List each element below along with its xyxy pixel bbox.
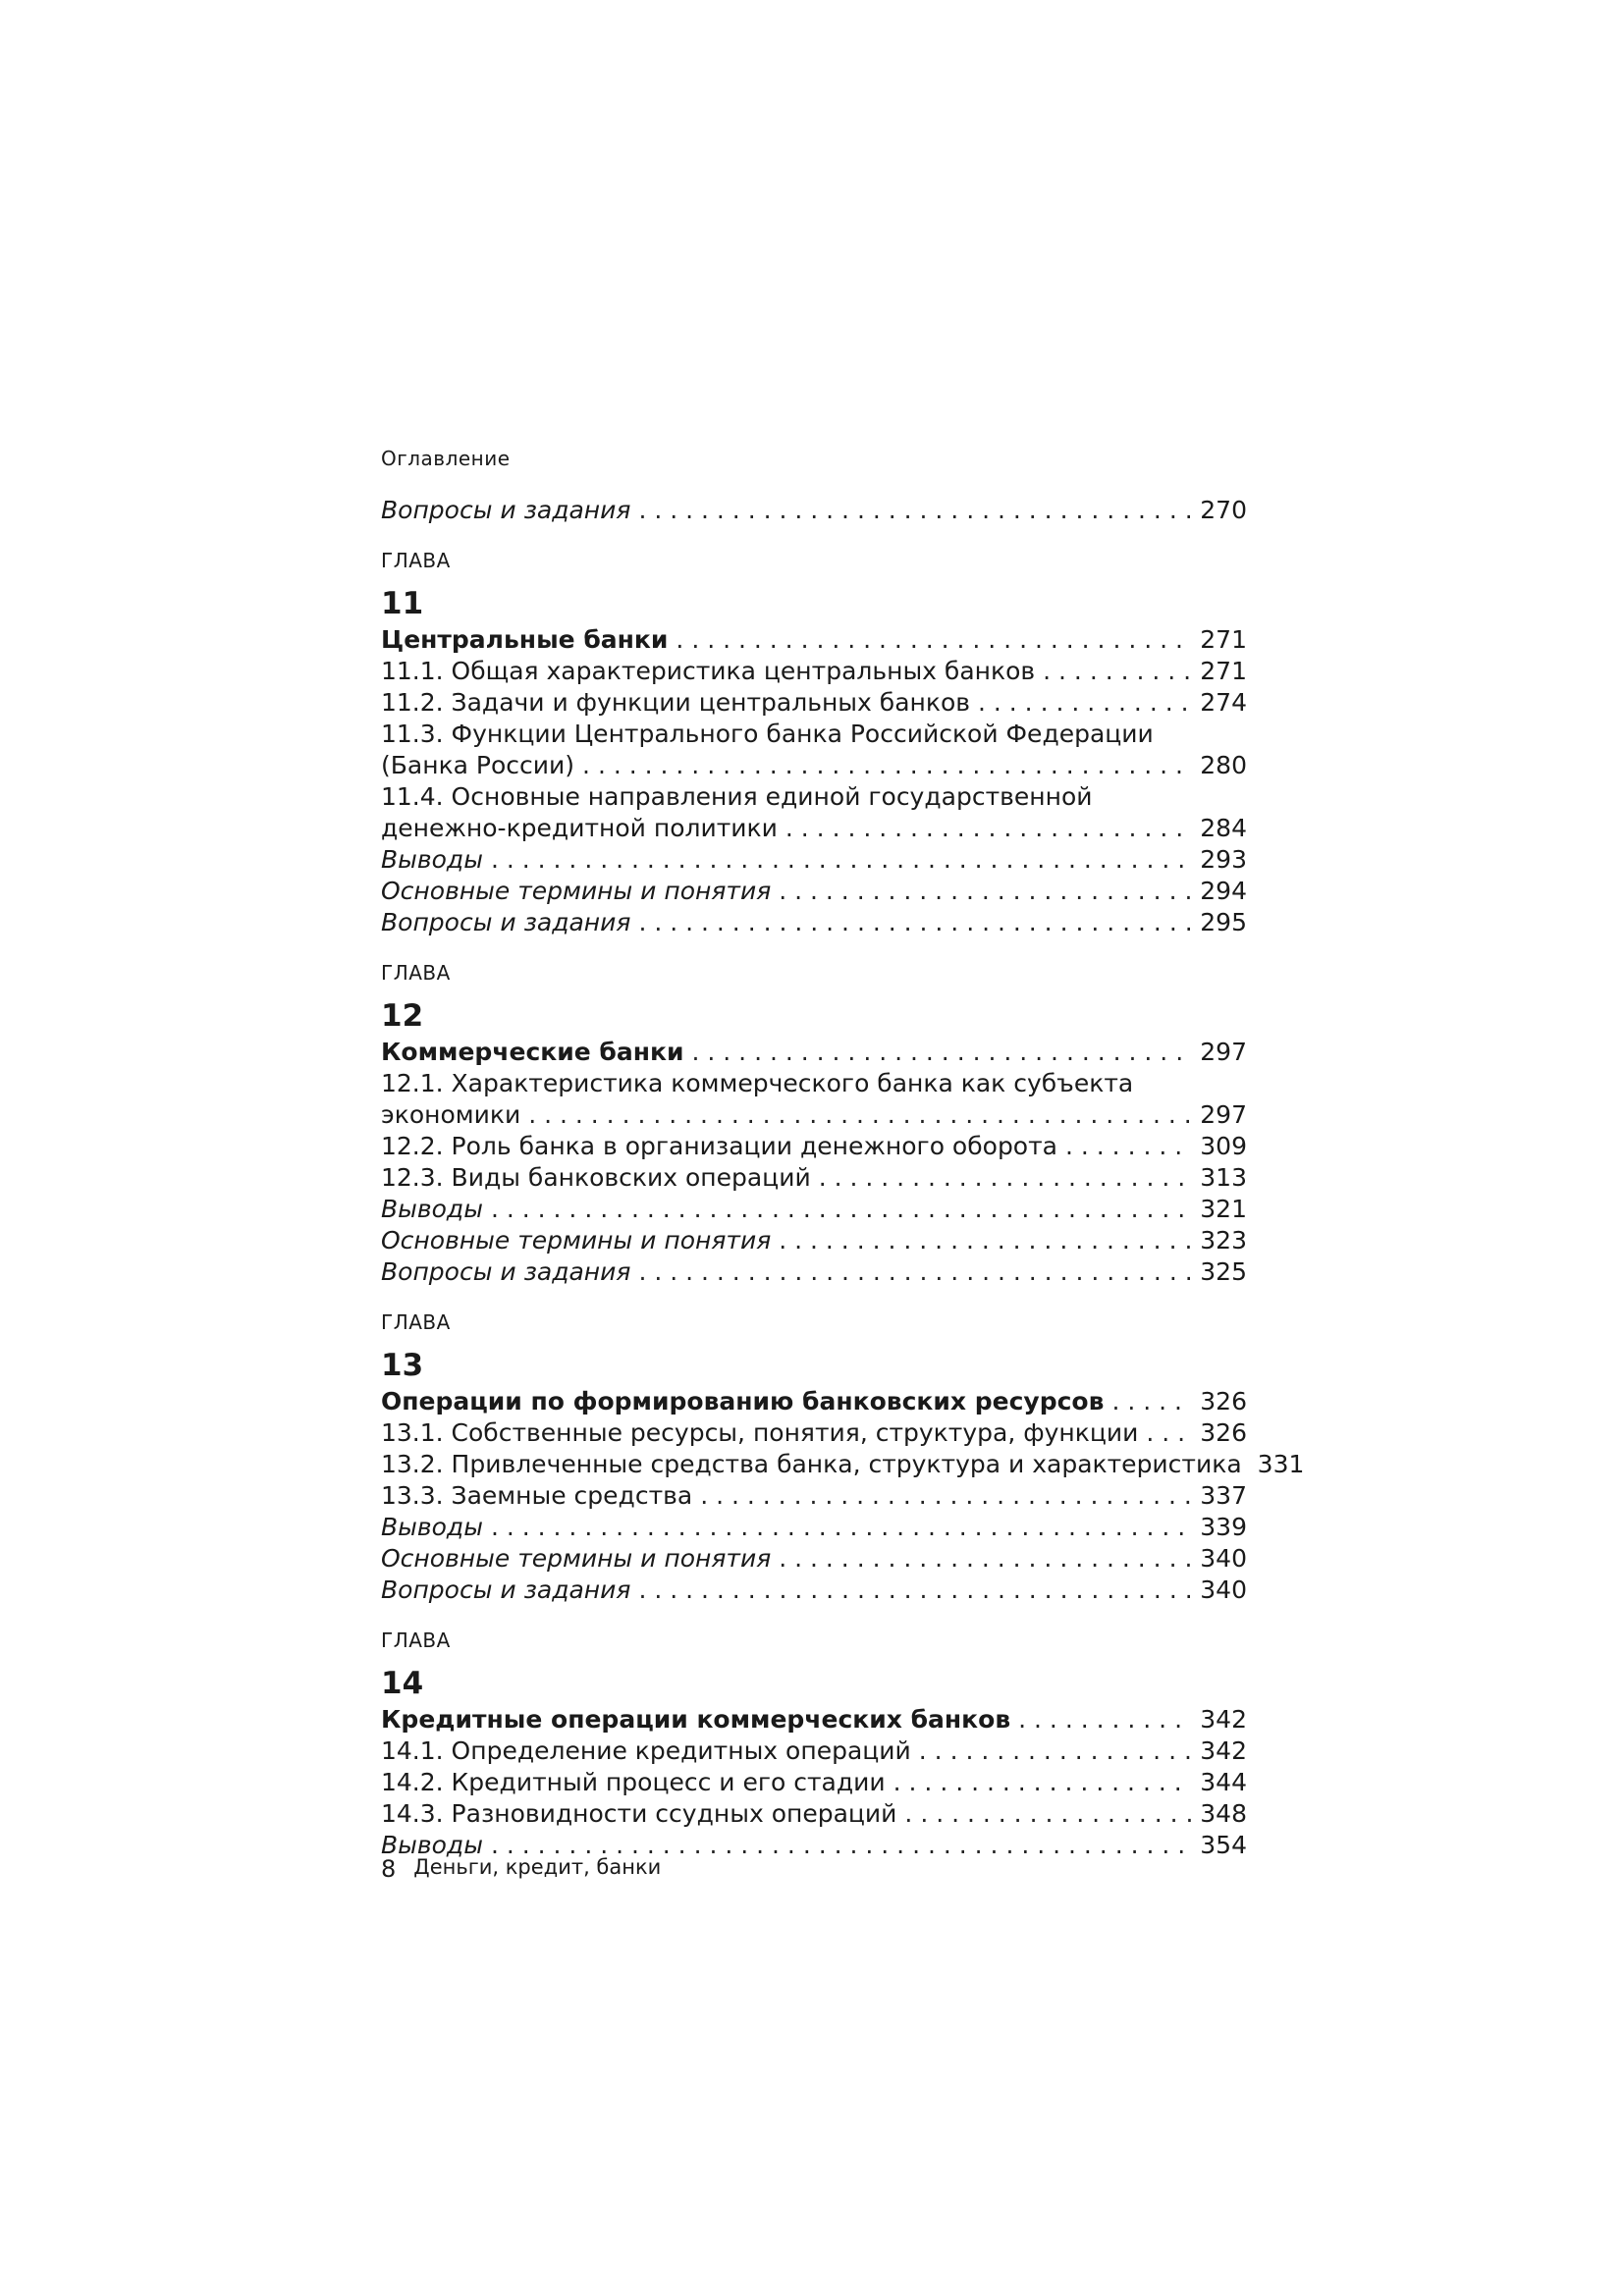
toc-entry (381, 907, 1247, 938)
chapter-block (381, 1628, 1247, 1861)
toc-entry (381, 1225, 1247, 1256)
toc-entry-text: 14.1. Определение кредитных операций (381, 1736, 911, 1765)
toc-entry-page: 294 (1200, 877, 1247, 905)
toc-entry (381, 1131, 1247, 1162)
toc-entry-first-line: 11.3. Функции Центрального банка Российской Федерации (381, 720, 1154, 748)
chapter-block (381, 548, 1247, 938)
leader-dots (978, 687, 1192, 719)
toc-entry (381, 876, 1247, 907)
toc-entry (381, 1798, 1247, 1830)
toc-entry-text: 11.2. Задачи и функции центральных банков (381, 688, 970, 717)
chapter-title-entry (381, 1386, 1247, 1417)
toc-entry-text: денежно-кредитной политики (381, 814, 778, 842)
toc-entry-page: 284 (1200, 814, 1247, 842)
toc-entry-page: 326 (1200, 1387, 1247, 1415)
leader-dots (904, 1798, 1192, 1830)
toc-entry-text: 12.3. Виды банковских операций (381, 1163, 811, 1192)
toc-entry-text: 13.2. Привлеченные средства банка, структура и характеристика (381, 1450, 1242, 1478)
leader-dots (638, 1256, 1192, 1288)
toc-entry-page: 339 (1200, 1513, 1247, 1541)
toc-entry-page: 326 (1200, 1418, 1247, 1447)
page-number: 8 (381, 1855, 397, 1883)
leader-dots (638, 1575, 1192, 1606)
toc-entry-text: (Банка России) (381, 751, 575, 779)
toc-entry-text: экономики (381, 1100, 521, 1129)
toc-entry-text: Выводы (381, 1513, 483, 1541)
toc-entry-page: 270 (1200, 496, 1247, 524)
toc-entry (381, 495, 1247, 526)
toc-entry-page: 274 (1200, 688, 1247, 717)
leader-dots (779, 1543, 1192, 1575)
leader-dots (1065, 1131, 1192, 1162)
toc-entry (381, 1417, 1247, 1449)
toc-entry-page: 280 (1200, 751, 1247, 779)
toc-entry-page: 309 (1200, 1132, 1247, 1160)
toc-entry (381, 656, 1247, 687)
toc-entry-text: Основные термины и понятия (381, 1544, 772, 1573)
chapter-number: 14 (381, 1666, 424, 1701)
chapter-label: ГЛАВА (381, 961, 451, 985)
toc-entry-text: Выводы (381, 845, 483, 874)
toc-entry-text: Вопросы и задания (381, 496, 631, 524)
toc-entry (381, 750, 1247, 781)
toc-entry (381, 1162, 1247, 1194)
toc-entry-page: 297 (1200, 1038, 1247, 1066)
toc-entry-page: 293 (1200, 845, 1247, 874)
chapter-label: ГЛАВА (381, 1310, 451, 1334)
chapter-number: 13 (381, 1348, 424, 1383)
toc-entry-page: 354 (1200, 1831, 1247, 1859)
toc-entry-text: Выводы (381, 1195, 483, 1223)
leader-dots (638, 907, 1192, 938)
leader-dots (700, 1480, 1192, 1512)
toc-entry-text: Основные термины и понятия (381, 1226, 772, 1255)
leader-dots (638, 495, 1192, 526)
toc-entry-page: 271 (1200, 657, 1247, 685)
toc-entry-text: 13.3. Заемные средства (381, 1481, 693, 1510)
toc-entry (381, 1099, 1247, 1131)
leader-dots (1043, 656, 1192, 687)
chapter-number: 11 (381, 586, 424, 621)
toc-entry-page: 295 (1200, 908, 1247, 936)
toc-entry-page: 342 (1200, 1736, 1247, 1765)
leader-dots (1111, 1386, 1192, 1417)
chapter-number: 12 (381, 998, 424, 1034)
toc-entry-page: 313 (1200, 1163, 1247, 1192)
chapter-title-entry (381, 1704, 1247, 1735)
toc-entry (381, 844, 1247, 876)
toc-entry-page: 340 (1200, 1544, 1247, 1573)
chapter-title: Центральные банки (381, 625, 669, 654)
toc-entry-page: 348 (1200, 1799, 1247, 1828)
leader-dots (528, 1099, 1192, 1131)
toc-entry-page: 344 (1200, 1768, 1247, 1796)
toc-entry (381, 687, 1247, 719)
leader-dots (779, 876, 1192, 907)
toc-entry-page: 337 (1200, 1481, 1247, 1510)
toc-entry-page: 342 (1200, 1705, 1247, 1734)
leader-dots (779, 1225, 1192, 1256)
toc-entry-text: Вопросы и задания (381, 908, 631, 936)
chapter-label: ГЛАВА (381, 549, 451, 572)
table-of-contents (381, 444, 1305, 1861)
toc-entry-text: Вопросы и задания (381, 1257, 631, 1286)
leader-dots (491, 1512, 1192, 1543)
toc-entry (381, 813, 1247, 844)
toc-entry-text: Основные термины и понятия (381, 877, 772, 905)
toc-entry-page: 323 (1200, 1226, 1247, 1255)
toc-entry-page: 271 (1200, 625, 1247, 654)
toc-entry (381, 1194, 1247, 1225)
toc-entry (381, 1543, 1247, 1575)
leader-dots (491, 844, 1192, 876)
toc-entry-page: 297 (1200, 1100, 1247, 1129)
leader-dots (582, 750, 1192, 781)
toc-entry (381, 1256, 1247, 1288)
leader-dots (491, 1194, 1192, 1225)
leader-dots (785, 813, 1192, 844)
leader-dots (919, 1735, 1193, 1767)
leader-dots (819, 1162, 1193, 1194)
chapter-block (381, 1309, 1305, 1606)
chapter-title: Операции по формированию банковских ресурсов (381, 1387, 1105, 1415)
toc-entry-text: 14.3. Разновидности ссудных операций (381, 1799, 897, 1828)
toc-entry-text: Выводы (381, 1831, 483, 1859)
toc-entry-text: 14.2. Кредитный процесс и его стадии (381, 1768, 886, 1796)
book-title: Деньги, кредит, банки (413, 1855, 662, 1879)
toc-entry-first-line: 12.1. Характеристика коммерческого банка как субъекта (381, 1069, 1134, 1097)
toc-entry (381, 1767, 1247, 1798)
toc-entry (381, 1512, 1247, 1543)
chapter-title-entry (381, 1037, 1247, 1068)
toc-entry-text: 12.2. Роль банка в организации денежного оборота (381, 1132, 1057, 1160)
page-footer (381, 1855, 661, 1883)
toc-entry-page: 340 (1200, 1575, 1247, 1604)
chapter-title: Коммерческие банки (381, 1038, 684, 1066)
toc-entry-text: 11.1. Общая характеристика центральных банков (381, 657, 1036, 685)
chapter-title-entry (381, 624, 1247, 656)
toc-entry-page: 321 (1200, 1195, 1247, 1223)
toc-entry-first-line: 11.4. Основные направления единой государственной (381, 782, 1093, 811)
leader-dots (1018, 1704, 1192, 1735)
toc-entry-text: 13.1. Собственные ресурсы, понятия, структура, функции (381, 1418, 1139, 1447)
chapter-block (381, 960, 1247, 1288)
toc-entry (381, 1449, 1305, 1480)
leader-dots (893, 1767, 1193, 1798)
chapter-title: Кредитные операции коммерческих банков (381, 1705, 1011, 1734)
toc-entry (381, 1575, 1247, 1606)
chapter-label: ГЛАВА (381, 1629, 451, 1652)
toc-entry-page: 325 (1200, 1257, 1247, 1286)
toc-entry (381, 1735, 1247, 1767)
leader-dots (1146, 1417, 1192, 1449)
leader-dots (676, 624, 1192, 656)
toc-entry-page: 331 (1257, 1450, 1305, 1478)
running-header: Оглавление (381, 447, 511, 470)
toc-entry-text: Вопросы и задания (381, 1575, 631, 1604)
leader-dots (692, 1037, 1193, 1068)
toc-entry (381, 1480, 1247, 1512)
